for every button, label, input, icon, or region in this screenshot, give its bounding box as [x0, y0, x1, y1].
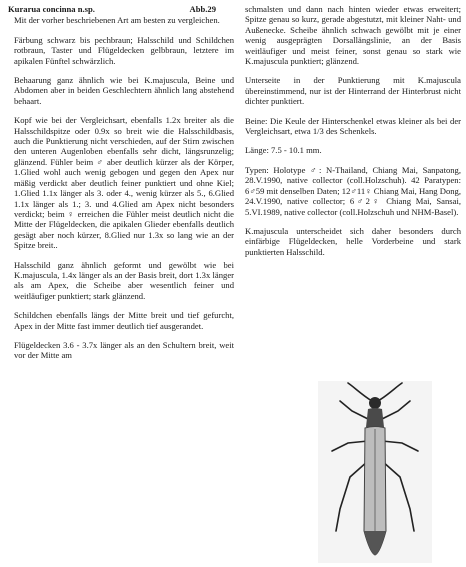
paragraph-head: Kopf wie bei der Vergleichsart, ebenfalls 1.2x breiter als die Halsschildspitze oder 0.9x so breit wie die Halsschildbasis, auch die Punktierung nicht verschieden, auf der Stirn zwischen den unteren Augenloben ebenfalls sehr dicht, längsrunzelig; glänzend. Fühler beim ♂ aber deutlich kürzer als der Körper, 1.Glied wohl auch wenig gebogen und gegen den Apex nur mäßig verdickt aber deutlich feiner punktiert und ohne Kiel; 1.Glied 1.1x länger als 3. oder 4., wenig kürzer als 5., 6.Glied 1.1x länger als 1.; 3. und 4.Glied am Apex nicht besonders verdickt; beim ♀ erreichen die Fühler meist deutlich nicht die Mitte der Flügeldecken, die apikalen Glieder ebenfalls deutlich gesägt aber noch kürzer, 8.Glied nur 1.3x so lang wie an der Spitze breit.. — [14, 115, 234, 251]
paragraph-length: Länge: 7.5 - 10.1 mm. — [245, 145, 322, 156]
paragraph-coloration: Färbung schwarz bis pechbraun; Halsschild und Schildchen rotbraun, Taster und Flügeldecken gelbbraun, letztere im apikalen Fünftel schwärzlich. — [14, 34, 234, 66]
paragraph-pubescence: Behaarung ganz ähnlich wie bei K.majuscula, Beine und Abdomen aber in beiden Geschlechtern ähnlich lang abstehend behaart. — [14, 75, 234, 106]
paragraph-scutellum: Schildchen ebenfalls längs der Mitte breit und tief gefurcht, Apex in der Mitte fast immer deutlich tief ausgerandet. — [14, 310, 234, 331]
paragraph-underside: Unterseite in der Punktierung mit K.majuscula übereinstimmend, nur ist der Hinterrand der Hinterbrust nicht dichter punktiert. — [245, 75, 461, 107]
figure-reference: Abb.29 — [189, 4, 216, 14]
right-column — [245, 4, 461, 266]
left-column — [8, 4, 234, 364]
paragraph-comparison: Mit der vorher beschriebenen Art am besten zu vergleichen. — [14, 15, 220, 26]
paragraph-elytra: Flügeldecken 3.6 - 3.7x länger als an den Schultern breit, weit vor der Mitte am — [14, 339, 234, 361]
species-title: Kurarua concinna n.sp. — [8, 4, 95, 14]
paragraph-types: Typen: Holotype ♂: N-Thailand, Chiang Mai, Sanpatong, 28.V.1990, native collector (coll.Holzschuh). 42 Paratypen: 6♂59 mit denselben Daten; 12♂11♀ Chiang Mai, Hang Dong, 24.V.1990, native collector; 6♂2♀ Chiang Mai, Sansai, 5.VI.1989, native collector (coll.Holzschuh und NHM-Basel). — [245, 164, 461, 217]
longhorn-beetle-illustration — [318, 381, 432, 563]
paragraph-pronotum: Halsschild ganz ähnlich geformt und gewölbt wie bei K.majuscula, 1.4x länger als an der Basis breit, dort 1.3x länger als am Apex, die Scheibe aber wesentlich feiner und weitläufiger punktiert; stark glänzend. — [14, 259, 234, 301]
species-header — [8, 4, 234, 14]
beetle-icon — [318, 381, 432, 563]
paragraph-elytra-continued: schmalsten und dann nach hinten wieder etwas erweitert; Spitze genau so kurz, gerade abgestutzt, mit kleiner Naht- und Außenecke. Scheibe ähnlich schwach gewölbt mit je einer wenig ausgeprägten Dorsallängslinie, an der Basis weitläufiger und meist feiner, sonst genau so stark wie K.majuscula punktiert; glänzend. — [245, 4, 461, 67]
paragraph-differentiation: K.majuscula unterscheidet sich daher besonders durch einfärbige Flügeldecken, helle Vorderbeine und stark punktierten Halsschild. — [245, 225, 461, 257]
paragraph-legs: Beine: Die Keule der Hinterschenkel etwas kleiner als bei der Vergleichsart, etwa 1/3 des Schenkels. — [245, 115, 461, 137]
